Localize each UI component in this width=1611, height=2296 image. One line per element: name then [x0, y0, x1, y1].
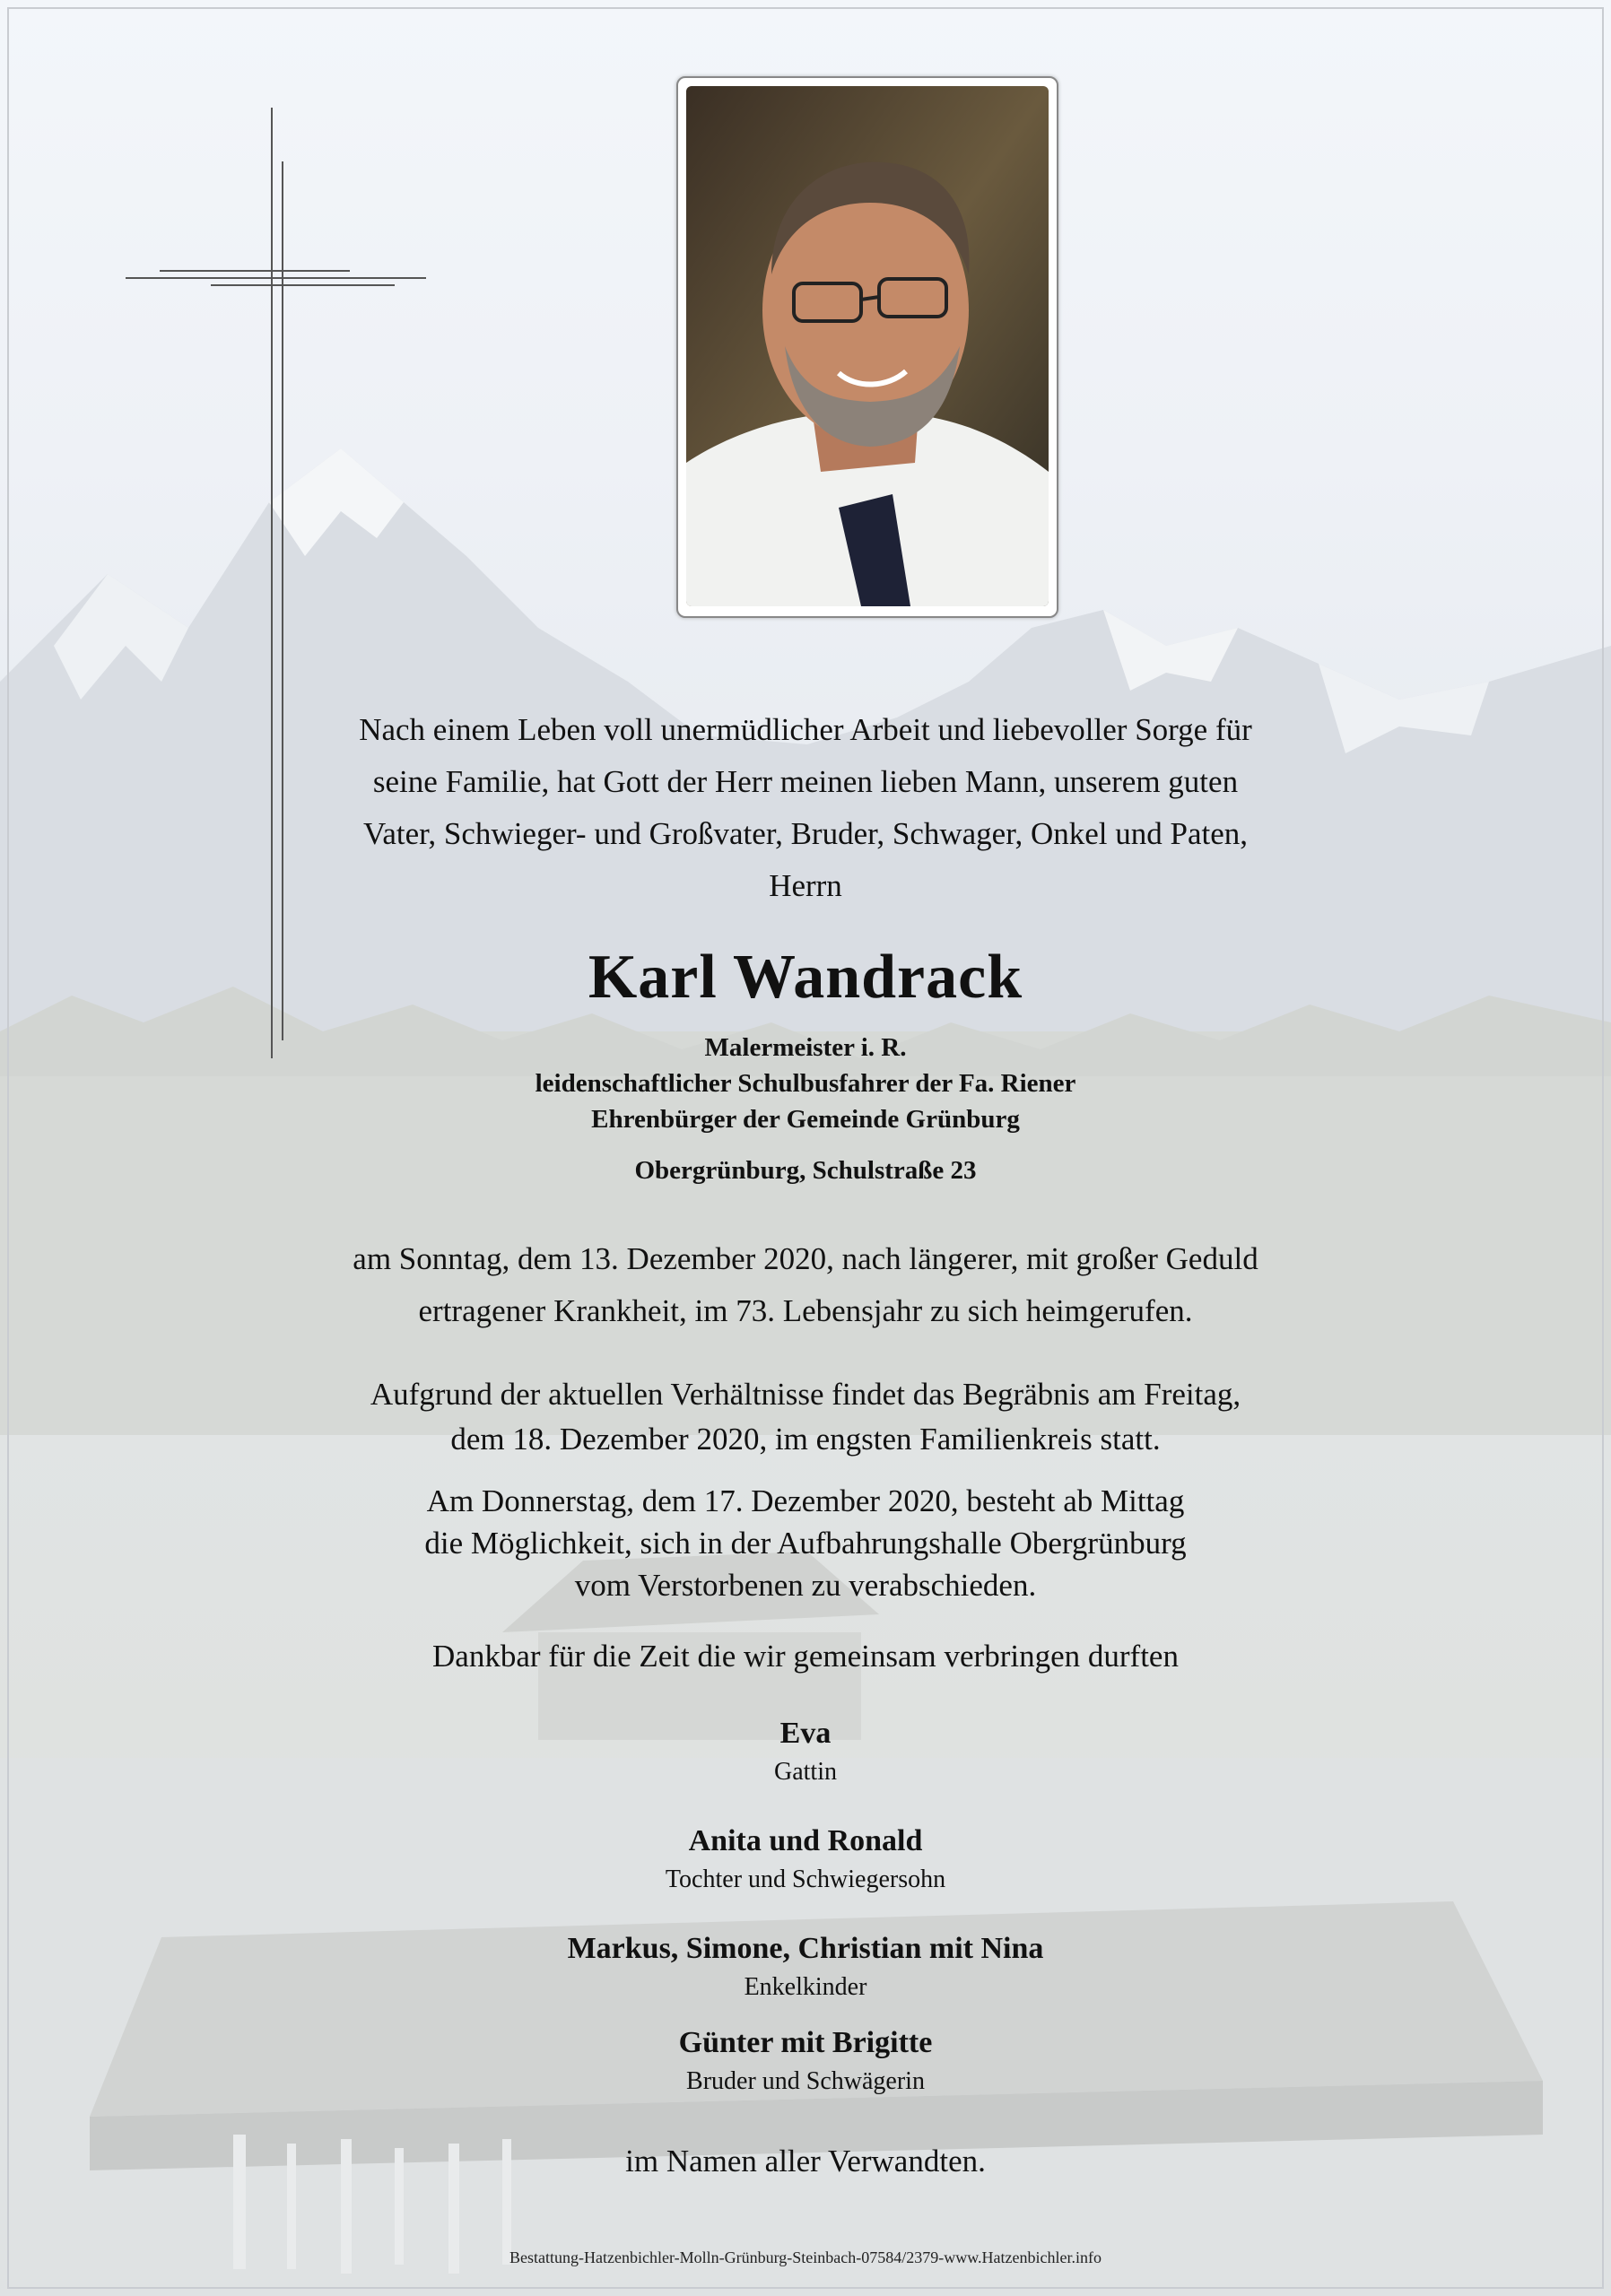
family-entry [0, 2022, 1611, 2100]
funeral-line: Aufgrund der aktuellen Verhältnisse findet das Begräbnis am Freitag, [370, 1377, 1241, 1412]
funeral-line: dem 18. Dezember 2020, im engsten Familienkreis statt. [450, 1422, 1161, 1457]
cross-icon [126, 108, 431, 1058]
family-names: Günter mit Brigitte [678, 2026, 933, 2059]
family-entry [0, 1821, 1611, 1898]
death-notice [0, 1233, 1611, 1337]
family-entry [0, 1928, 1611, 2005]
title-line: Ehrenbürger der Gemeinde Grünburg [591, 1105, 1020, 1134]
death-line: am Sonntag, dem 13. Dezember 2020, nach längerer, mit großer Geduld [353, 1241, 1258, 1276]
title-line: leidenschaftlicher Schulbusfahrer der Fa. Riener [535, 1069, 1076, 1098]
intro-line: Herrn [769, 868, 842, 903]
family-names: Eva [779, 1717, 832, 1750]
family-entry [0, 1713, 1611, 1790]
intro-line: seine Familie, hat Gott der Herr meinen lieben Mann, unserem guten [372, 764, 1239, 799]
family-names: Anita und Ronald [688, 1824, 923, 1857]
title-line: Malermeister i. R. [704, 1033, 907, 1062]
intro-line: Nach einem Leben voll unermüdlicher Arbeit und liebevoller Sorge für [359, 712, 1252, 747]
deceased-address: Obergrünburg, Schulstraße 23 [634, 1156, 977, 1185]
family-relation: Tochter und Schwiegersohn [665, 1866, 946, 1893]
viewing-notice [0, 1480, 1611, 1606]
closing-line: im Namen aller Verwandten. [625, 2144, 986, 2179]
funeral-notice [0, 1372, 1611, 1462]
family-relation: Enkelkinder [744, 1973, 867, 2001]
viewing-line: die Möglichkeit, sich in der Aufbahrungshalle Obergrünburg [424, 1526, 1187, 1561]
death-line: ertragener Krankheit, im 73. Lebensjahr zu sich heimgerufen. [418, 1293, 1193, 1328]
intro-text [0, 704, 1611, 912]
viewing-line: Am Donnerstag, dem 17. Dezember 2020, besteht ab Mittag [426, 1483, 1185, 1518]
family-relation: Gattin [774, 1758, 837, 1786]
family-relation: Bruder und Schwägerin [686, 2067, 925, 2095]
thanks-line: Dankbar für die Zeit die wir gemeinsam verbringen durften [432, 1639, 1179, 1674]
deceased-name: Karl Wandrack [588, 943, 1023, 1012]
portrait-frame [676, 76, 1058, 618]
deceased-titles [0, 1030, 1611, 1137]
family-names: Markus, Simone, Christian mit Nina [567, 1932, 1044, 1965]
viewing-line: vom Verstorbenen zu verabschieden. [574, 1568, 1037, 1603]
intro-line: Vater, Schwieger- und Großvater, Bruder, Schwager, Onkel und Paten, [362, 816, 1249, 851]
portrait-photo [686, 86, 1049, 606]
funeral-home-footer: Bestattung-Hatzenbichler-Molln-Grünburg-Steinbach-07584/2379-www.Hatzenbichler.info [509, 2248, 1102, 2266]
